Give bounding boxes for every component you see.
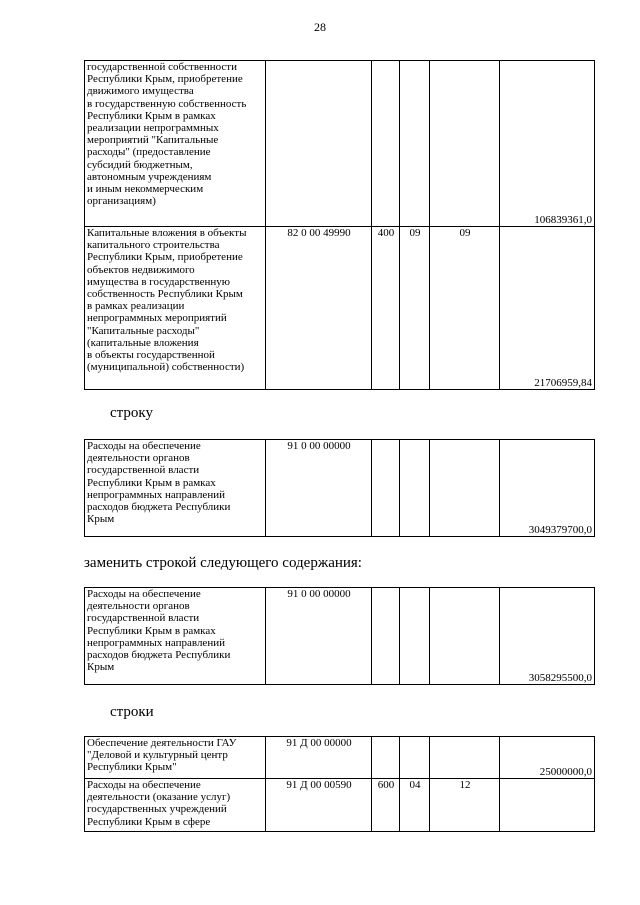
pr-code-cell: 09 [430, 227, 500, 390]
csr-code-cell [266, 61, 372, 227]
rz-code-cell [400, 737, 430, 779]
phrase-stroki: строки [110, 704, 154, 720]
amount-cell: 106839361,0 [500, 61, 595, 227]
csr-code-cell: 91 0 00 00000 [266, 440, 372, 537]
row-name-cell: Расходы на обеспечение деятельности (оказание услуг) государственных учреждений Республики Крым в сфере [85, 779, 266, 832]
vr-code-cell [372, 61, 400, 227]
amount-cell [500, 779, 595, 832]
rz-code-cell [400, 61, 430, 227]
row-name-cell: Расходы на обеспечение деятельности органов государственной власти Республики Крым в рамках непрограммных направлений расходов бюджета Республики Крым [85, 440, 266, 537]
row-name-cell: Расходы на обеспечение деятельности органов государственной власти Республики Крым в рамках непрограммных направлений расходов бюджета Республики Крым [85, 588, 266, 685]
row-name-cell: Капитальные вложения в объекты капитального строительства Республики Крым, приобретение объектов недвижимого имущества в государственную собственность Республики Крым в рамках реализации непрограммных мероприятий "Капитальные расходы" (капитальные вложения в объекты государственной (муниципальной) собственности) [85, 227, 266, 390]
vr-code-cell: 400 [372, 227, 400, 390]
pr-code-cell [430, 61, 500, 227]
budget-table-4 [84, 736, 595, 832]
rz-code-cell: 09 [400, 227, 430, 390]
row-name-cell: Обеспечение деятельности ГАУ "Деловой и культурный центр Республики Крым" [85, 737, 266, 779]
vr-code-cell [372, 440, 400, 537]
vr-code-cell [372, 588, 400, 685]
table-row [85, 737, 595, 779]
rz-code-cell [400, 440, 430, 537]
amount-cell: 25000000,0 [500, 737, 595, 779]
row-name-cell: государственной собственности Республики Крым, приобретение движимого имущества в государственную собственность Республики Крым в рамках реализации непрограммных мероприятий "Капитальные расходы" (предоставление субсидий бюджетным, автономным учреждениям и иным некоммерческим организациям) [85, 61, 266, 227]
csr-code-cell: 91 0 00 00000 [266, 588, 372, 685]
csr-code-cell: 91 Д 00 00590 [266, 779, 372, 832]
budget-table-1 [84, 60, 595, 390]
table-row [85, 588, 595, 685]
pr-code-cell: 12 [430, 779, 500, 832]
rz-code-cell: 04 [400, 779, 430, 832]
table-row [85, 440, 595, 537]
rz-code-cell [400, 588, 430, 685]
table-row [85, 227, 595, 390]
table-row [85, 61, 595, 227]
amount-cell: 3058295500,0 [500, 588, 595, 685]
pr-code-cell [430, 440, 500, 537]
phrase-replace-with: заменить строкой следующего содержания: [84, 555, 362, 571]
page-number: 28 [314, 20, 326, 34]
amount-cell: 3049379700,0 [500, 440, 595, 537]
csr-code-cell: 91 Д 00 00000 [266, 737, 372, 779]
pr-code-cell [430, 588, 500, 685]
phrase-stroku: строку [110, 405, 153, 421]
table-row [85, 779, 595, 832]
amount-cell: 21706959,84 [500, 227, 595, 390]
pr-code-cell [430, 737, 500, 779]
vr-code-cell [372, 737, 400, 779]
vr-code-cell: 600 [372, 779, 400, 832]
budget-table-3 [84, 587, 595, 685]
budget-table-2 [84, 439, 595, 537]
csr-code-cell: 82 0 00 49990 [266, 227, 372, 390]
